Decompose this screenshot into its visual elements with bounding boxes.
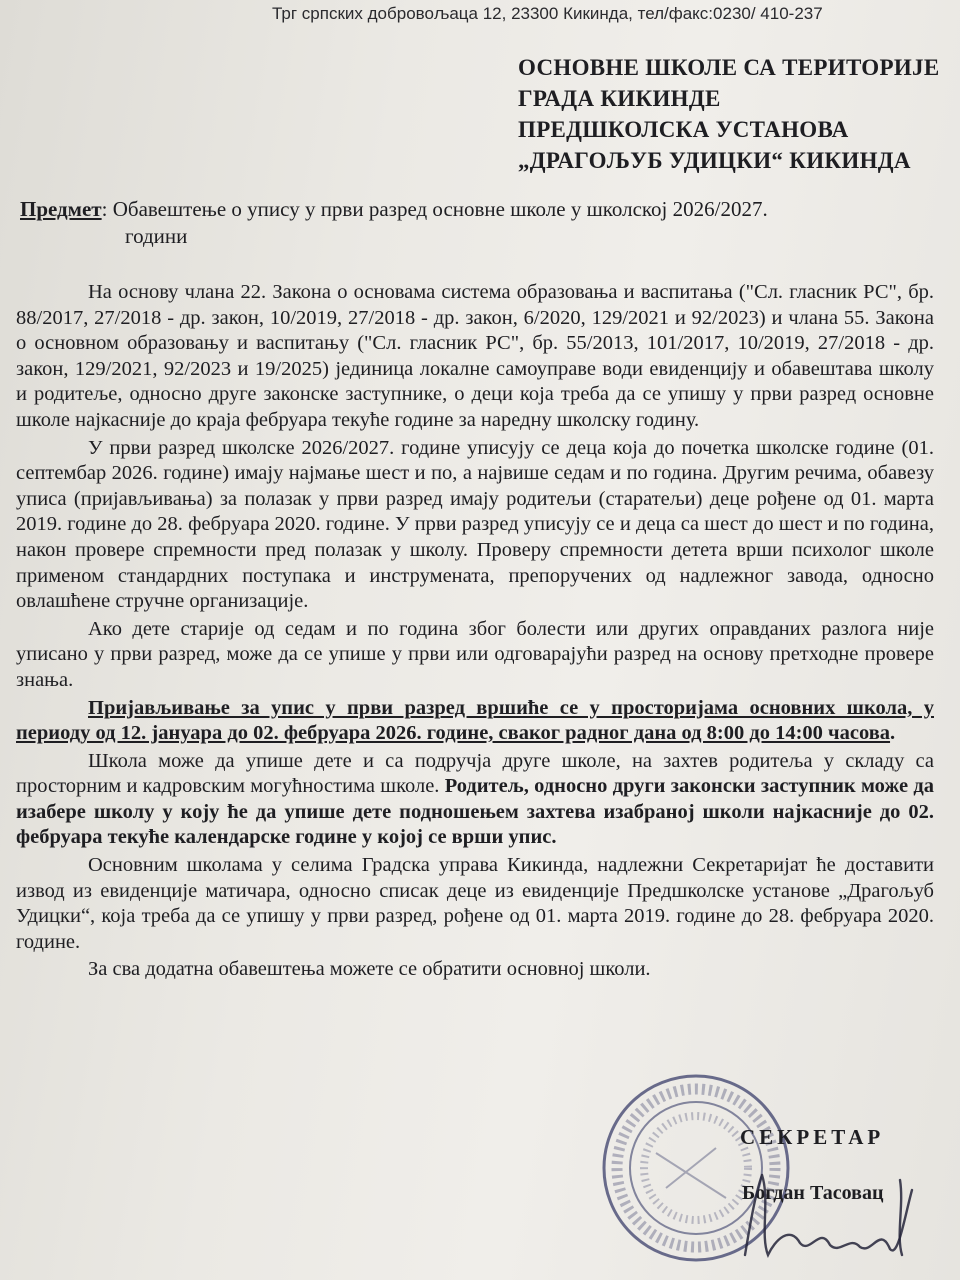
- subject-label: Предмет: [20, 197, 102, 221]
- subject-colon: :: [101, 197, 113, 221]
- subject-text-continued: години: [125, 224, 188, 248]
- body-paragraph: Основним школама у селима Градска управа Кикинда, надлежни Секретаријат ће доставити извод из евиденције матичара, односно списак деце из евиденције Предшколске установе „Драгољуб Удицки“, која треба да се упишу у први разред, рођене од 01. марта 2019. године до 28. фебруара 2020. године.: [16, 854, 934, 953]
- handwritten-signature-icon: [650, 1155, 930, 1265]
- letter-body: [16, 280, 934, 985]
- parent-choice-text: Родитељ, односно други законски заступник може да изабере школу у коју ће да упише дете подношењем захтева изабраној школи најкасније до 02. фебруара текуће календарске године у којој се врши упис.: [16, 775, 935, 849]
- signatory-title: СЕКРЕТАР: [740, 1125, 885, 1149]
- addressee-line: ГРАДА КИКИНДЕ: [518, 86, 721, 111]
- addressee-line: ОСНОВНЕ ШКОЛЕ СА ТЕРИТОРИЈЕ: [518, 55, 940, 80]
- addressee-block: [518, 52, 939, 176]
- body-paragraph: У први разред школске 2026/2027. године уписују се деца која до почетка школске године (01. септембар 2026. године) имају најмање шест и по, а највише седам и по година. Другим речима, обавезу уписа (пријављивања) за полазак у први разред имају родитељи (старатељи) деце рођене од 01. марта 2019. године до 28. фебруара 2020. године. У први разред уписују се и деца са шест до шест и по година, након провере спремности пред полазак у школу. Проверу спремности детета врши психолог школе применом стандардних поступака и инструмената, препоручених од надлежног завода, односно овлашћене стручне организације.: [16, 436, 934, 613]
- body-paragraph: Ако дете старије од седам и по година због болести или других оправданих разлога није уписано у први разред, може да се упише у први или одговарајући разред на основу претходне провере знања.: [16, 617, 934, 691]
- addressee-line: „ДРАГОЉУБ УДИЦКИ“ КИКИНДА: [518, 148, 911, 173]
- registration-period-text: Пријављивање за упис у први разред вршиће се у просторијама основних школа, у периоду од 12. јануара до 02. фебруара 2026. године, сваког радног дана од 8:00 до 14:00 часова: [16, 696, 934, 745]
- closing-line: За сва додатна обавештења можете се обратити основној школи.: [88, 958, 651, 981]
- subject-text: Обавештење о упису у први разред основне школе у школској 2026/2027.: [112, 197, 768, 221]
- signatory-name: Богдан Тасовац: [742, 1182, 884, 1204]
- body-paragraph-choice: [16, 749, 934, 851]
- body-paragraph-registration: [16, 696, 934, 747]
- registration-period-end: .: [890, 722, 896, 745]
- body-paragraph: На основу члана 22. Закона о основама система образовања и васпитања ("Сл. гласник РС", бр. 88/2017, 27/2018 - др. закон, 10/2019, 27/2018 - др. закон, 6/2020, 129/2021 и 92/2023) и члана 55. Закона о основном образовању и васпитању ("Сл. гласник РС", бр. 55/2013, 101/2017, 10/2019, 27/2018 - др. закон, 129/2021, 92/2023 и 19/2025) јединица локалне самоуправе води евиденцију и обавештава школу и родитеље, односно друге законске заступнике, о деци која треба да се упишу у први разред основне школе најкасније до краја фебруара текуће године за наредну школску годину.: [16, 281, 934, 431]
- other-area-text: Школа може да упише дете и са подручја друге школе, на захтев родитеља у складу са просторним и кадровским могућностима школе.: [16, 749, 934, 798]
- letterhead-address: Трг српских добровољаца 12, 23300 Кикинда, тел/факс:0230/ 410-237: [272, 4, 823, 23]
- addressee-line: ПРЕДШКОЛСКА УСТАНОВА: [518, 117, 849, 142]
- subject-line: [20, 196, 920, 250]
